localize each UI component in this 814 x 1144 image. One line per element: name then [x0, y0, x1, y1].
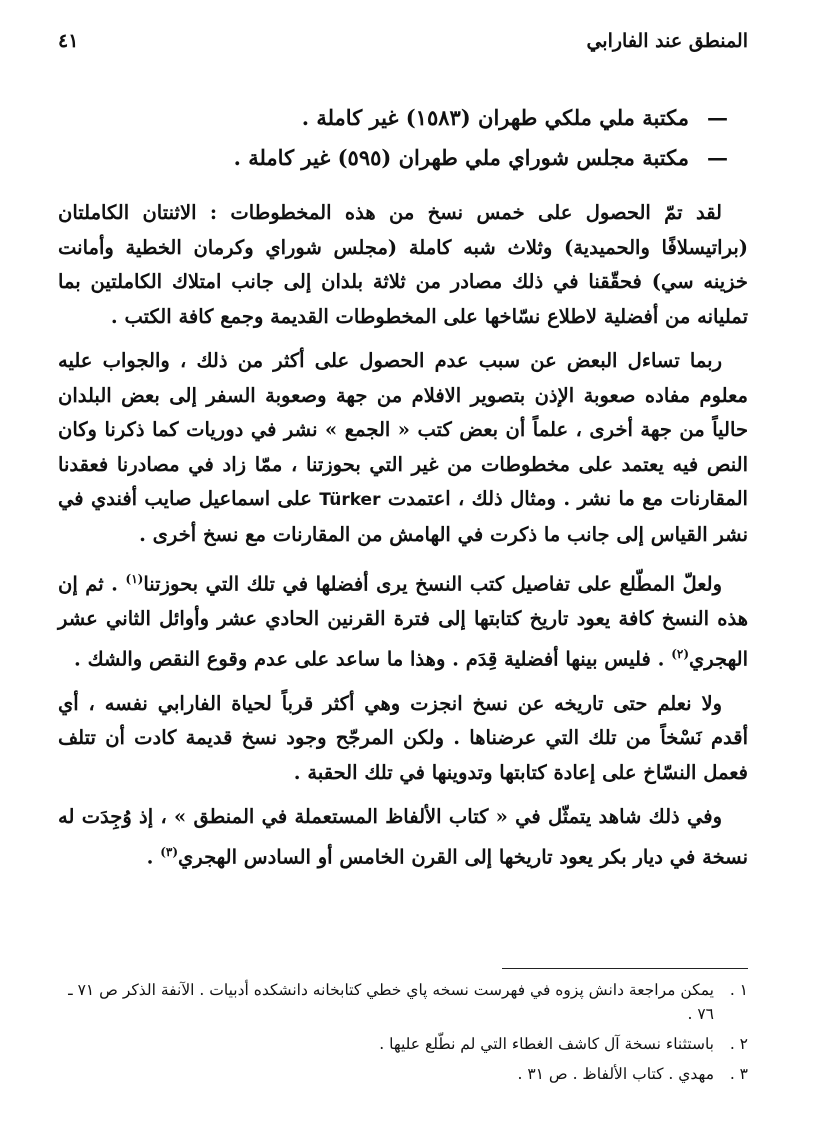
latin-name: Türker	[319, 490, 381, 510]
paragraph	[58, 344, 748, 552]
footnote	[48, 978, 748, 1026]
body-text	[58, 196, 748, 885]
paragraph-text: لقد تمّ الحصول على خمس نسخ من هذه المخطوطات : الاثنتان الكاملتان (براتيسلافًا والحميدية) وثلاث شبه كاملة (مجلس شوراي وكرمان الخطية وأمانت خزينه سي) فحقّقنا في ذلك مصادر من ثلاثة بلدان إلى جانب امتلاك الكاملتين بما تمليانه من أفضلية لاطلاع نسّاخها على المخطوطات القديمة وجمع كافة الكتب .	[58, 201, 748, 328]
footnote-number: ١ .	[729, 981, 748, 999]
footnote-ref: (٣)	[160, 844, 179, 859]
paragraph-text: وفي ذلك شاهد يتمثّل في « كتاب الألفاظ المستعملة في المنطق » ، إذ وُجِدَت له نسخة في ديار بكر يعود تاريخها إلى القرن الخامس أو السادس الهجري	[58, 805, 748, 868]
footnote-text: يمكن مراجعة دانش پزوه في فهرست نسخه پاي خطي كتابخانه دانشكده أدبيات . الآنفة الذكر ص ٧١ ـ ٧٦ .	[68, 981, 714, 1023]
paragraph	[58, 562, 748, 677]
paragraph	[58, 687, 748, 791]
paragraph-text: . ثم إن هذه النسخ كافة يعود تاريخ كتابتها إلى فترة القرنين الحادي عشر وأوائل الثاني عشر الهجري	[58, 572, 748, 670]
footnote	[48, 1062, 748, 1086]
footnote-number: ٢ .	[729, 1035, 748, 1053]
paragraph-text: ولا نعلم حتى تاريخه عن نسخ انجزت وهي أكثر قرباً لحياة الفارابي نفسه ، أي أقدم نَسْخاً من تلك التي عرضناها . ولكن المرجّح وجود نسخ قديمة كادت أن تتلف فعمل النسّاخ على إعادة كتابتها وتدوينها في تلك الحقبة .	[58, 691, 748, 784]
list-dash: —	[707, 105, 728, 130]
list-item	[88, 138, 728, 178]
running-title: المنطق عند الفارابي	[586, 30, 748, 52]
running-header	[58, 30, 748, 60]
list-item	[88, 98, 728, 138]
footnote-text: باستثناء نسخة آل كاشف الغطاء التي لم نطّلع عليها .	[379, 1035, 714, 1053]
paragraph-text: .	[146, 845, 154, 868]
paragraph-text: ولعلّ المطّلع على تفاصيل كتب النسخ يرى أفضلها في تلك التي بحوزتنا	[143, 572, 723, 596]
list-dash: —	[707, 145, 728, 170]
paragraph-text: على اسماعيل صايب أفندي في نشر القياس إلى جانب ما ذكرت في الهامش من المقارنات مع نسخ أخرى .	[58, 487, 748, 546]
paragraph	[58, 800, 748, 875]
paragraph	[58, 196, 748, 334]
footnote-divider	[502, 968, 748, 969]
footnotes	[48, 978, 748, 1092]
page-number: ٤١	[58, 30, 79, 52]
list-item-text: مكتبة مجلس شوراي ملي طهران (٥٩٥) غير كاملة .	[233, 145, 689, 170]
footnote-number: ٣ .	[729, 1065, 748, 1083]
manuscript-list	[88, 98, 728, 178]
footnote-ref: (١)	[125, 572, 144, 586]
footnote-text: مهدي . كتاب الألفاظ . ص ٣١ .	[517, 1065, 714, 1083]
paragraph-text: ربما تساءل البعض عن سبب عدم الحصول على أكثر من ذلك ، والجواب عليه معلوم مفاده صعوبة الإذن بتصوير الافلام من جهة وصعوبة السفر إلى بعض البلدان حالياً من جهة أخرى ، علماً أن بعض كتب « الجمع » نشر في دوريات كما ذكرنا وكان النص فيه يعتمد على مخطوطات من غير التي بحوزتنا ، ممّا زاد في مصادرنا فعقدنا المقارنات مع ما نشر . ومثال ذلك ، اعتمدت	[58, 349, 748, 510]
footnote	[48, 1032, 748, 1056]
paragraph-text: . فليس بينها أفضلية قِدَم . وهذا ما ساعد على عدم وقوع النقص والشك .	[74, 647, 665, 670]
list-item-text: مكتبة ملي ملكي طهران (١٥٨٣) غير كاملة .	[301, 105, 689, 130]
footnote-ref: (٢)	[671, 646, 690, 661]
